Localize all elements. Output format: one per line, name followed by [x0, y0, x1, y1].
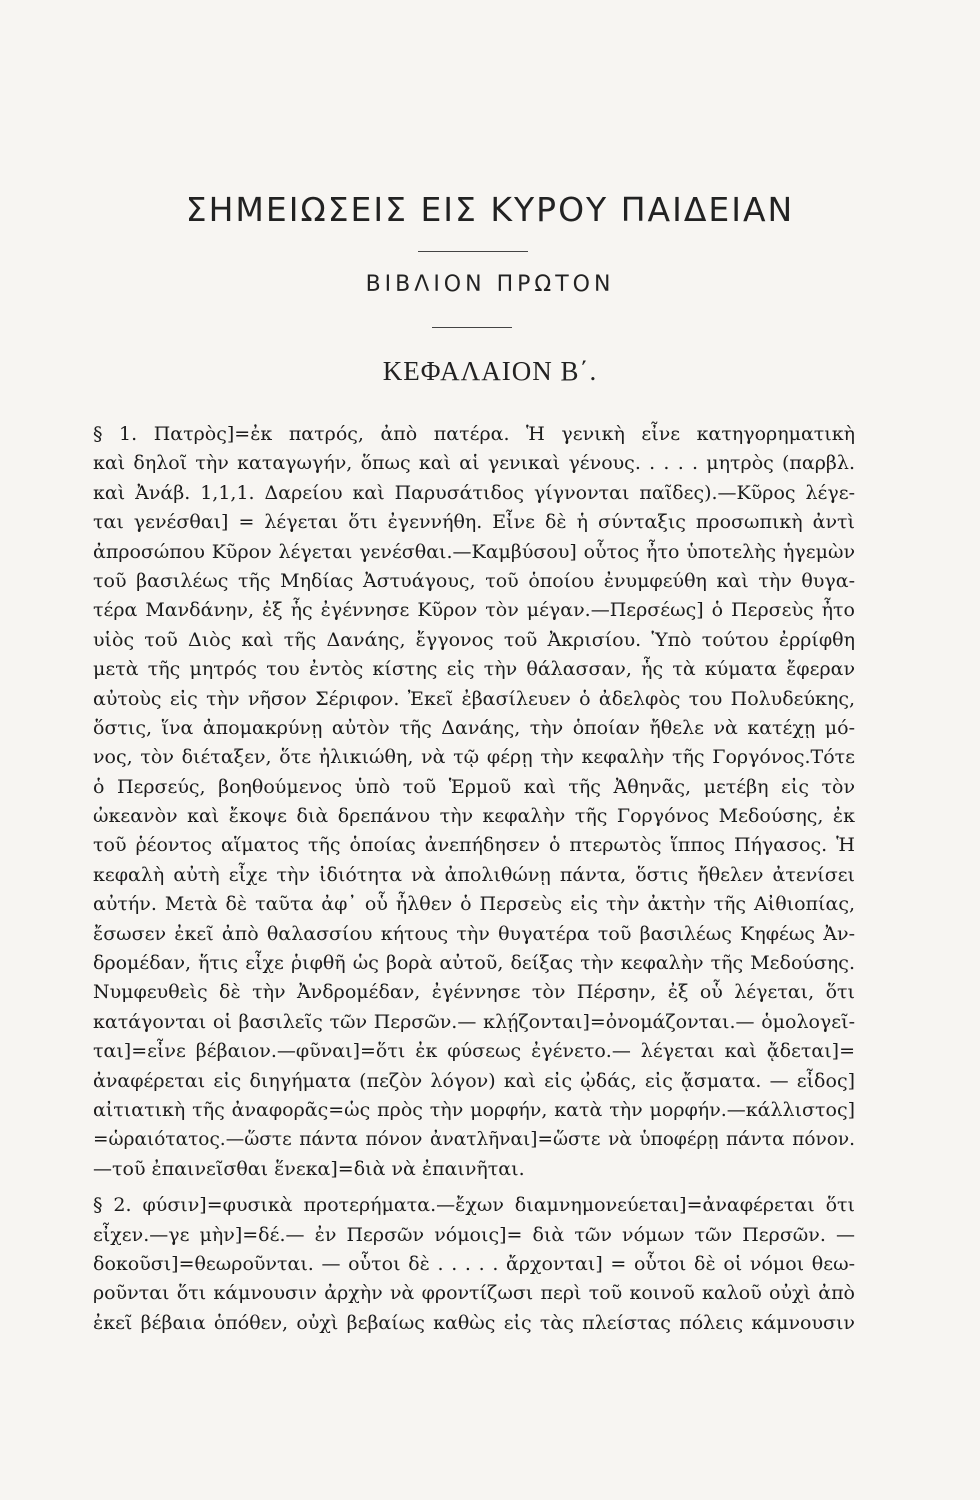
text-line: νος, τὸν διέταξεν, ὅτε ἠλικιώθη, νὰ τῷ φέρῃ τὴν κεφαλὴν τῆς Γοργόνος.Τότε	[93, 746, 855, 769]
text-line: κεφαλὴ αὐτὴ εἶχε τὴν ἰδιότητα νὰ ἀπολιθώνῃ πάντα, ὅστις ἤθελεν ἀτενίσει	[93, 863, 855, 886]
book-divider	[432, 327, 512, 328]
text-line: —τοῦ ἐπαινεῖσθαι ἕνεκα]=διὰ νὰ ἐπαινῆται.	[93, 1157, 525, 1180]
paragraph-section-1	[93, 420, 855, 1184]
paragraph-section-2	[93, 1191, 855, 1338]
text-line: § 1. Πατρὸς]=ἐκ πατρός, ἀπὸ πατέρα. Ἡ γενικὴ εἶνε κατηγορηματικὴ	[93, 423, 855, 445]
text-line: μετὰ τῆς μητρός του ἐντὸς κίστης εἰς τὴν θάλασσαν, ἧς τὰ κύματα ἔφεραν	[93, 658, 855, 681]
text-line: τέρα Μανδάνην, ἐξ ἧς ἐγέννησε Κῦρον τὸν μέγαν.—Περσέως] ὁ Περσεὺς ἦτο	[93, 599, 855, 622]
text-line: =ὡραιότατος.—ὥστε πάντα πόνον ἀνατλῆναι]=ὥστε νὰ ὑποφέρῃ πάντα πόνον.	[93, 1129, 855, 1151]
text-line: καὶ Ἀνάβ. 1,1,1. Δαρείου καὶ Παρυσάτιδος γίγνονται παῖδες).—Κῦρος λέγε-	[93, 481, 855, 504]
title-divider	[418, 251, 528, 252]
text-line: ὁ Περσεύς, βοηθούμενος ὑπὸ τοῦ Ἑρμοῦ καὶ τῆς Ἀθηνᾶς, μετέβη εἰς τὸν	[93, 775, 855, 798]
text-line: τοῦ βασιλέως τῆς Μηδίας Ἀστυάγους, τοῦ ὁποίου ἐνυμφεύθη καὶ τὴν θυγα-	[93, 569, 855, 592]
text-line: ροῦνται ὅτι κάμνουσιν ἀρχὴν νὰ φροντίζωσι περὶ τοῦ κοινοῦ καλοῦ οὐχὶ ἀπὸ	[93, 1282, 855, 1305]
book-heading: ΒΙΒΛΙΟΝ ΠΡΩΤΟΝ	[365, 272, 615, 297]
text-line: ἐκεῖ βέβαια ὁπόθεν, οὐχὶ βεβαίως καθὼς εἰς τὰς πλείστας πόλεις κάμνουσιν	[93, 1311, 855, 1334]
text-line: ται]=εἶνε βέβαιον.—φῦναι]=ὅτι ἐκ φύσεως ἐγένετο.— λέγεται καὶ ᾄδεται]=	[93, 1040, 855, 1063]
text-line: ὠκεανὸν καὶ ἔκοψε διὰ δρεπάνου τὴν κεφαλὴν τῆς Γοργόνος Μεδούσης, ἐκ	[93, 805, 855, 828]
text-line: υἱὸς τοῦ Διὸς καὶ τῆς Δανάης, ἔγγονος τοῦ Ἀκρισίου. Ὑπὸ τούτου ἐρρίφθη	[93, 628, 855, 651]
text-line: Νυμφευθεὶς δὲ τὴν Ἀνδρομέδαν, ἐγέννησε τὸν Πέρσην, ἐξ οὗ λέγεται, ὅτι	[93, 981, 855, 1004]
commentary-body	[93, 420, 855, 1338]
text-line: ἔσωσεν ἐκεῖ ἀπὸ θαλασσίου κήτους τὴν θυγατέρα τοῦ βασιλέως Κηφέως Ἀν-	[93, 922, 855, 945]
text-line: κατάγονται οἱ βασιλεῖς τῶν Περσῶν.— κλῄζονται]=ὀνομάζονται.— ὁμολογεῖ-	[93, 1010, 855, 1033]
text-line: αὐτήν. Μετὰ δὲ ταῦτα ἀφ᾿ οὗ ἦλθεν ὁ Περσεὺς εἰς τὴν ἀκτὴν τῆς Αἰθιοπίας,	[93, 893, 855, 916]
text-line: τοῦ ῥέοντος αἵματος τῆς ὁποίας ἀνεπήδησεν ὁ πτερωτὸς ἵππος Πήγασος. Ἡ	[93, 834, 855, 857]
text-line: αὐτοὺς εἰς τὴν νῆσον Σέριφον. Ἐκεῖ ἐβασίλευεν ὁ ἀδελφὸς του Πολυδεύκης,	[93, 687, 855, 710]
text-line: δοκοῦσι]=θεωροῦνται. — οὗτοι δὲ . . . . . ἄρχονται] = οὗτοι δὲ οἱ νόμοι θεω-	[93, 1252, 855, 1275]
text-line: ἀπροσώπου Κῦρον λέγεται γενέσθαι.—Καμβύσου] οὗτος ἦτο ὑποτελὴς ἡγεμὼν	[93, 540, 855, 563]
text-line: § 2. φύσιν]=φυσικὰ προτερήματα.—ἔχων διαμνημονεύεται]=ἀναφέρεται ὅτι	[93, 1194, 855, 1217]
text-line: ται γενέσθαι] = λέγεται ὅτι ἐγεννήθη. Εἶνε δὲ ἡ σύνταξις προσωπικὴ ἀντὶ	[93, 511, 855, 534]
text-line: δρομέδαν, ἥτις εἶχε ῥιφθῆ ὡς βορὰ αὐτοῦ, δείξας τὴν κεφαλὴν τῆς Μεδούσης.	[93, 952, 855, 975]
text-line: καὶ δηλοῖ τὴν καταγωγήν, ὅπως καὶ αἱ γενικαὶ γένους. . . . . μητρὸς (παρβλ.	[93, 452, 855, 475]
text-line: αἰτιατικὴ τῆς ἀναφορᾶς=ὡς πρὸς τὴν μορφήν, κατὰ τὴν μορφήν.—κάλλιστος]	[93, 1098, 855, 1121]
text-line: ἀναφέρεται εἰς διηγήματα (πεζὸν λόγον) καὶ εἰς ᾠδάς, εἰς ᾄσματα. — εἶδος]	[93, 1069, 855, 1092]
text-line: εἶχεν.—γε μὴν]=δέ.— ἐν Περσῶν νόμοις]= διὰ τῶν νόμων τῶν Περσῶν. —	[93, 1223, 855, 1246]
page-title: ΣΗΜΕΙΩΣΕΙΣ ΕΙΣ ΚΥΡΟΥ ΠΑΙΔΕΙΑΝ	[185, 190, 795, 229]
text-line: ὅστις, ἵνα ἀπομακρύνῃ αὐτὸν τῆς Δανάης, τὴν ὁποίαν ἤθελε νὰ κατέχῃ μό-	[93, 716, 855, 739]
chapter-heading: ΚΕΦΑΛΑΙΟΝ Β΄.	[382, 356, 598, 386]
